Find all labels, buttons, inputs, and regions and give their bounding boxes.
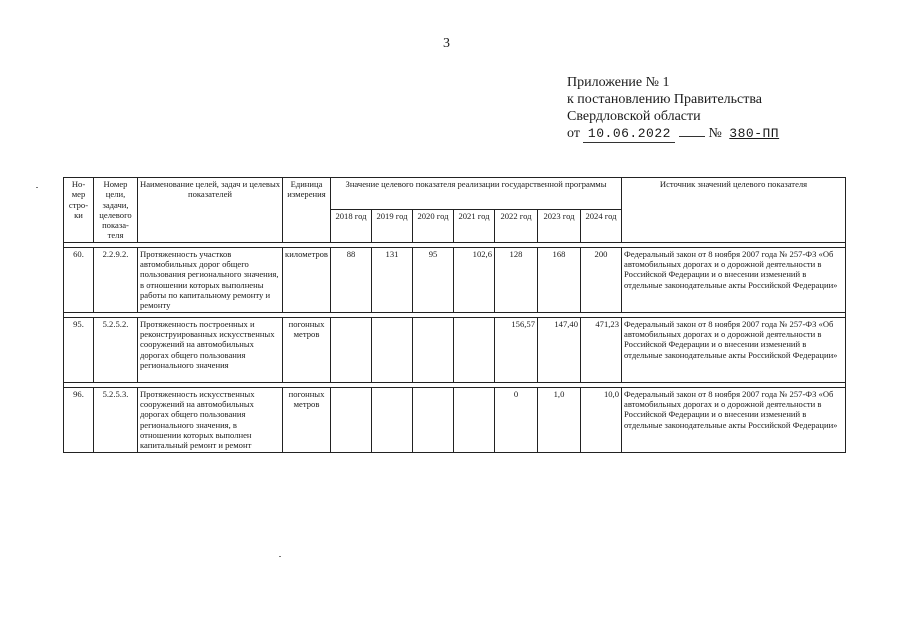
cell-unit: погонных метров xyxy=(283,387,331,452)
date-underline-extension xyxy=(679,136,705,137)
table-row xyxy=(64,247,846,312)
cell-value: 0 xyxy=(495,387,538,452)
date-prefix: от xyxy=(567,126,580,141)
page-number: 3 xyxy=(443,36,450,51)
cell-value: 471,23 xyxy=(581,317,622,382)
appendix-header xyxy=(567,74,783,143)
cell-value: 168 xyxy=(538,247,581,312)
cell-source: Федеральный закон от 8 ноября 2007 года № 257-ФЗ «Об автомобильных дорогах и о дорожной деятельности в Российской Федерации и о внесении изменений в отдельные законодательные акты Российской Федерации» xyxy=(622,317,846,382)
table-row xyxy=(64,387,846,452)
header-name: Наименование целей, задач и целевых показателей xyxy=(138,178,283,243)
header-year: 2024 год xyxy=(581,210,622,242)
cell-value: 147,40 xyxy=(538,317,581,382)
cell-unit: километров xyxy=(283,247,331,312)
date-field xyxy=(583,125,675,143)
cell-value: 10,0 xyxy=(581,387,622,452)
cell-source: Федеральный закон от 8 ноября 2007 года № 257-ФЗ «Об автомобильных дорогах и о дорожной деятельности в Российской Федерации и о внесении изменений в отдельные законодательные акты Российской Федерации» xyxy=(622,387,846,452)
cell-name: Протяженность искусственных сооружений на автомобильных дорогах общего пользования регионального значения, в отношении которых выполнен капитальный ремонт и ремонт xyxy=(138,387,283,452)
appendix-region-line: Свердловской области xyxy=(567,109,701,124)
cell-value xyxy=(413,317,454,382)
cell-row-number: 60. xyxy=(64,247,94,312)
cell-row-number: 96. xyxy=(64,387,94,452)
scan-speck xyxy=(279,556,281,557)
header-year: 2019 год xyxy=(372,210,413,242)
cell-source: Федеральный закон от 8 ноября 2007 года № 257-ФЗ «Об автомобильных дорогах и о дорожной деятельности в Российской Федерации и о внесении изменений в отдельные законодательные акты Российской Федерации» xyxy=(622,247,846,312)
header-goal-number: Номер цели, задачи, целевого показа-теля xyxy=(94,178,138,243)
scan-speck xyxy=(36,187,38,188)
indicators-table xyxy=(63,177,846,453)
table-header-row xyxy=(64,178,846,210)
appendix-title: Приложение № 1 xyxy=(567,75,670,90)
cell-value: 156,57 xyxy=(495,317,538,382)
cell-value: 102,6 xyxy=(454,247,495,312)
cell-goal-number: 2.2.9.2. xyxy=(94,247,138,312)
cell-value xyxy=(331,387,372,452)
cell-value xyxy=(454,317,495,382)
cell-value: 1,0 xyxy=(538,387,581,452)
appendix-resolution-line: к постановлению Правительства xyxy=(567,92,763,107)
header-year: 2021 год xyxy=(454,210,495,242)
date-value: 10.06.2022 xyxy=(587,126,671,141)
header-values-group: Значение целевого показателя реализации государственной программы xyxy=(331,178,622,210)
cell-unit: погонных метров xyxy=(283,317,331,382)
cell-value: 200 xyxy=(581,247,622,312)
cell-value xyxy=(372,317,413,382)
header-source: Источник значений целевого показателя xyxy=(622,178,846,243)
cell-goal-number: 5.2.5.2. xyxy=(94,317,138,382)
document-number: 380-ПП xyxy=(729,126,780,141)
cell-value xyxy=(454,387,495,452)
number-prefix: № xyxy=(708,126,722,141)
cell-value: 131 xyxy=(372,247,413,312)
cell-value: 128 xyxy=(495,247,538,312)
cell-name: Протяженность построенных и реконструированных искусственных сооружений на автомобильных дорогах общего пользования регионального значения xyxy=(138,317,283,382)
header-year: 2022 год xyxy=(495,210,538,242)
header-year: 2023 год xyxy=(538,210,581,242)
cell-value xyxy=(413,387,454,452)
header-row-number: Но-мер стро-ки xyxy=(64,178,94,243)
header-year: 2018 год xyxy=(331,210,372,242)
cell-goal-number: 5.2.5.3. xyxy=(94,387,138,452)
table-row xyxy=(64,317,846,382)
header-unit: Единица измерения xyxy=(283,178,331,243)
header-year: 2020 год xyxy=(413,210,454,242)
appendix-date-line xyxy=(567,125,783,143)
cell-value: 88 xyxy=(331,247,372,312)
cell-row-number: 95. xyxy=(64,317,94,382)
cell-name: Протяженность участков автомобильных дорог общего пользования регионального значения, в отношении которых выполнены работы по капитальному ремонту и ремонту xyxy=(138,247,283,312)
cell-value xyxy=(372,387,413,452)
cell-value: 95 xyxy=(413,247,454,312)
cell-value xyxy=(331,317,372,382)
